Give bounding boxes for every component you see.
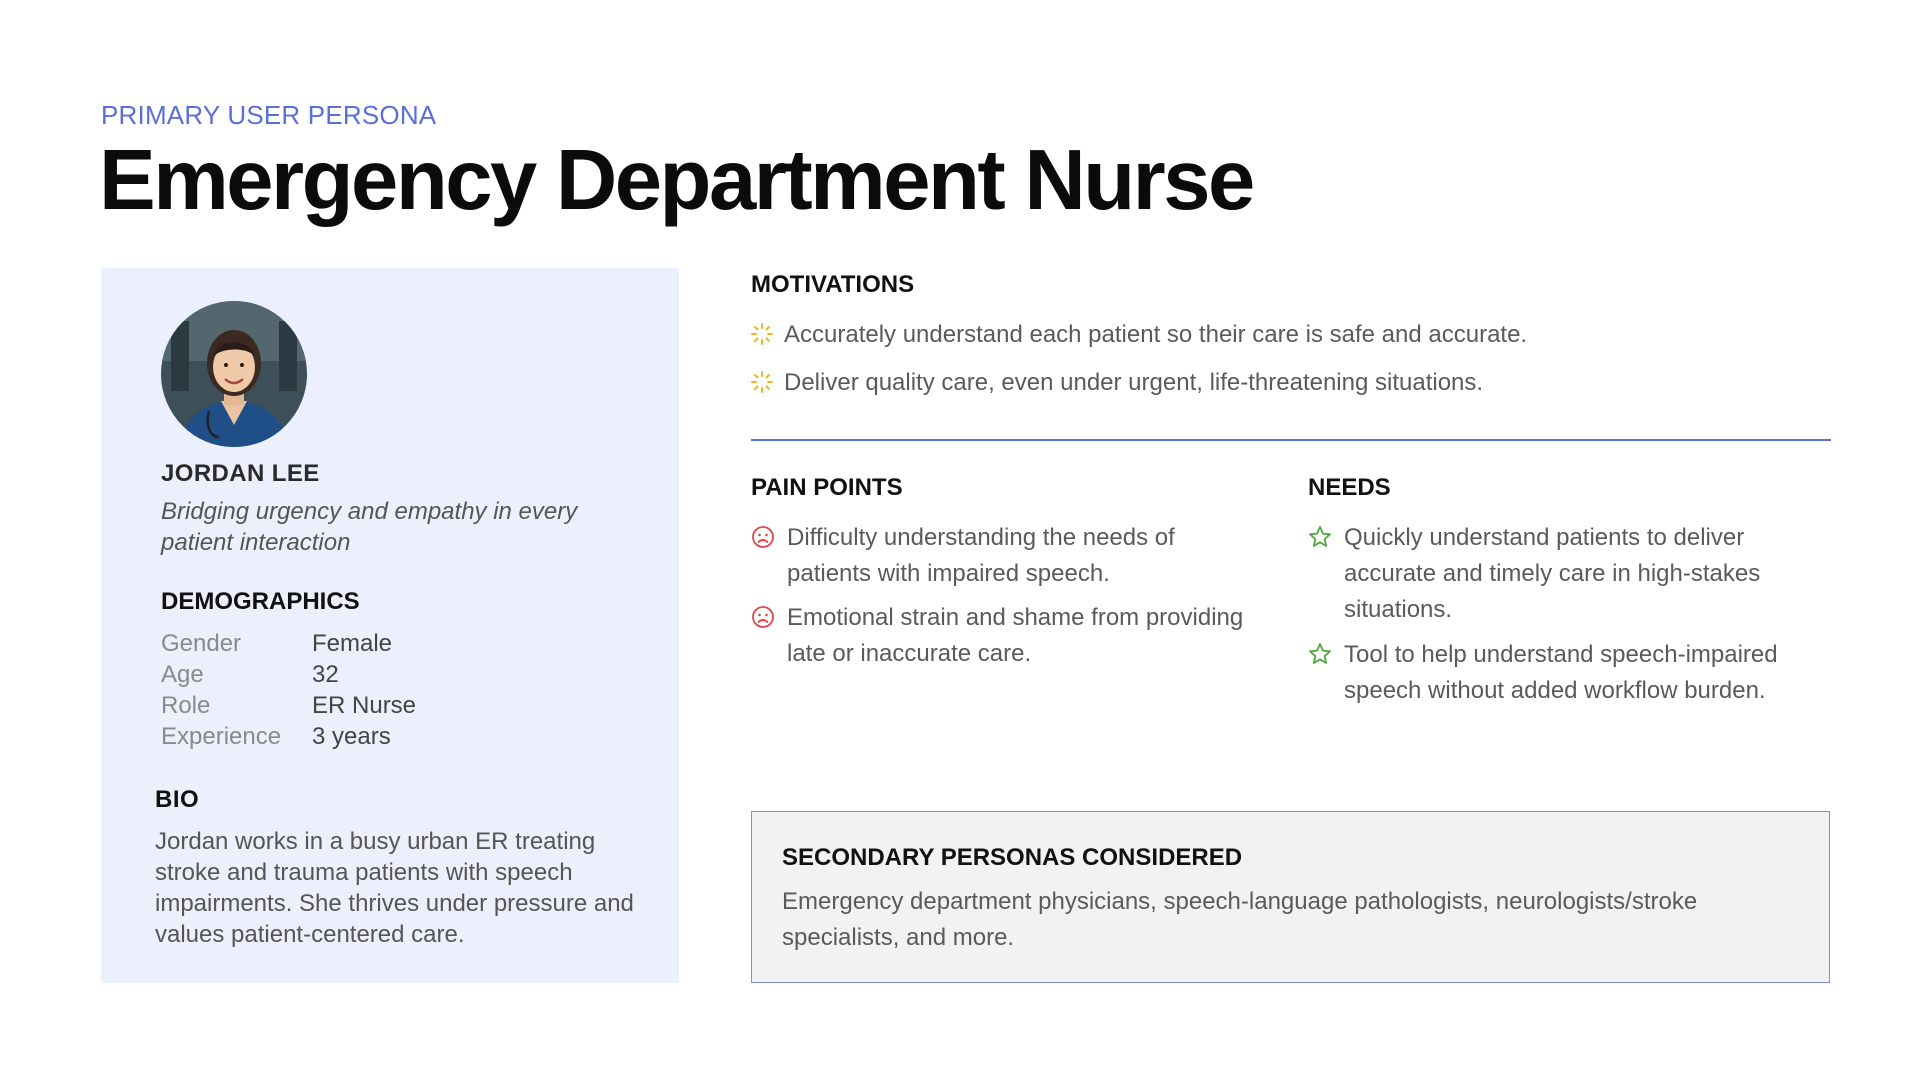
secondary-personas-heading: SECONDARY PERSONAS CONSIDERED — [782, 844, 1243, 871]
demographics-value: ER Nurse — [312, 692, 417, 719]
motivation-item — [751, 365, 1821, 401]
eyebrow-label: PRIMARY USER PERSONA — [101, 100, 437, 130]
sad-face-icon — [751, 520, 787, 554]
demographics-label: Gender — [161, 630, 242, 657]
pain-point-item — [751, 600, 1251, 672]
demographics-row-experience — [161, 723, 416, 754]
avatar — [161, 301, 307, 447]
motivation-text: Accurately understand each patient so their care is safe and accurate. — [784, 321, 1528, 348]
demographics-label: Age — [161, 661, 204, 688]
motivations-heading: MOTIVATIONS — [751, 271, 915, 298]
demographics-value: Female — [312, 630, 393, 657]
secondary-personas-text: Emergency department physicians, speech-language pathologists, neurologists/stroke specialists, and more. — [782, 888, 1698, 951]
demographics-row-role — [161, 692, 416, 723]
demographics-table — [161, 630, 416, 754]
need-item — [1308, 637, 1828, 709]
pain-points-heading: PAIN POINTS — [751, 474, 903, 501]
pain-point-text: Difficulty understanding the needs of patients with impaired speech. — [787, 524, 1175, 587]
star-icon — [1308, 637, 1344, 671]
pain-point-item — [751, 520, 1251, 592]
demographics-label: Experience — [161, 723, 282, 750]
need-text: Tool to help understand speech-impaired speech without added workflow burden. — [1344, 641, 1778, 704]
demographics-row-age — [161, 661, 416, 692]
bio-text: Jordan works in a busy urban ER treating stroke and trauma patients with speech impairments. She thrives under pressure and values patient-centered care. — [155, 828, 634, 948]
persona-tagline: Bridging urgency and empathy in every patient interaction — [161, 498, 578, 556]
demographics-value: 32 — [312, 661, 339, 688]
demographics-label: Role — [161, 692, 211, 719]
need-item — [1308, 520, 1828, 628]
bio-heading: BIO — [155, 786, 200, 813]
demographics-heading: DEMOGRAPHICS — [161, 588, 360, 615]
motivation-item — [751, 317, 1821, 353]
sparkle-icon — [751, 317, 784, 351]
persona-name: JORDAN LEE — [161, 460, 320, 487]
sad-face-icon — [751, 600, 787, 634]
persona-card — [101, 268, 679, 983]
demographics-value: 3 years — [312, 723, 391, 750]
section-divider — [751, 439, 1831, 441]
demographics-row-gender — [161, 630, 416, 661]
need-text: Quickly understand patients to deliver accurate and timely care in high-stakes situations. — [1344, 524, 1761, 623]
star-icon — [1308, 520, 1344, 554]
secondary-personas-card — [751, 811, 1830, 983]
needs-heading: NEEDS — [1308, 474, 1391, 501]
page-title: Emergency Department Nurse — [99, 133, 1253, 228]
pain-point-text: Emotional strain and shame from providing late or inaccurate care. — [787, 604, 1244, 667]
motivation-text: Deliver quality care, even under urgent, life-threatening situations. — [784, 369, 1484, 396]
sparkle-icon — [751, 365, 784, 399]
